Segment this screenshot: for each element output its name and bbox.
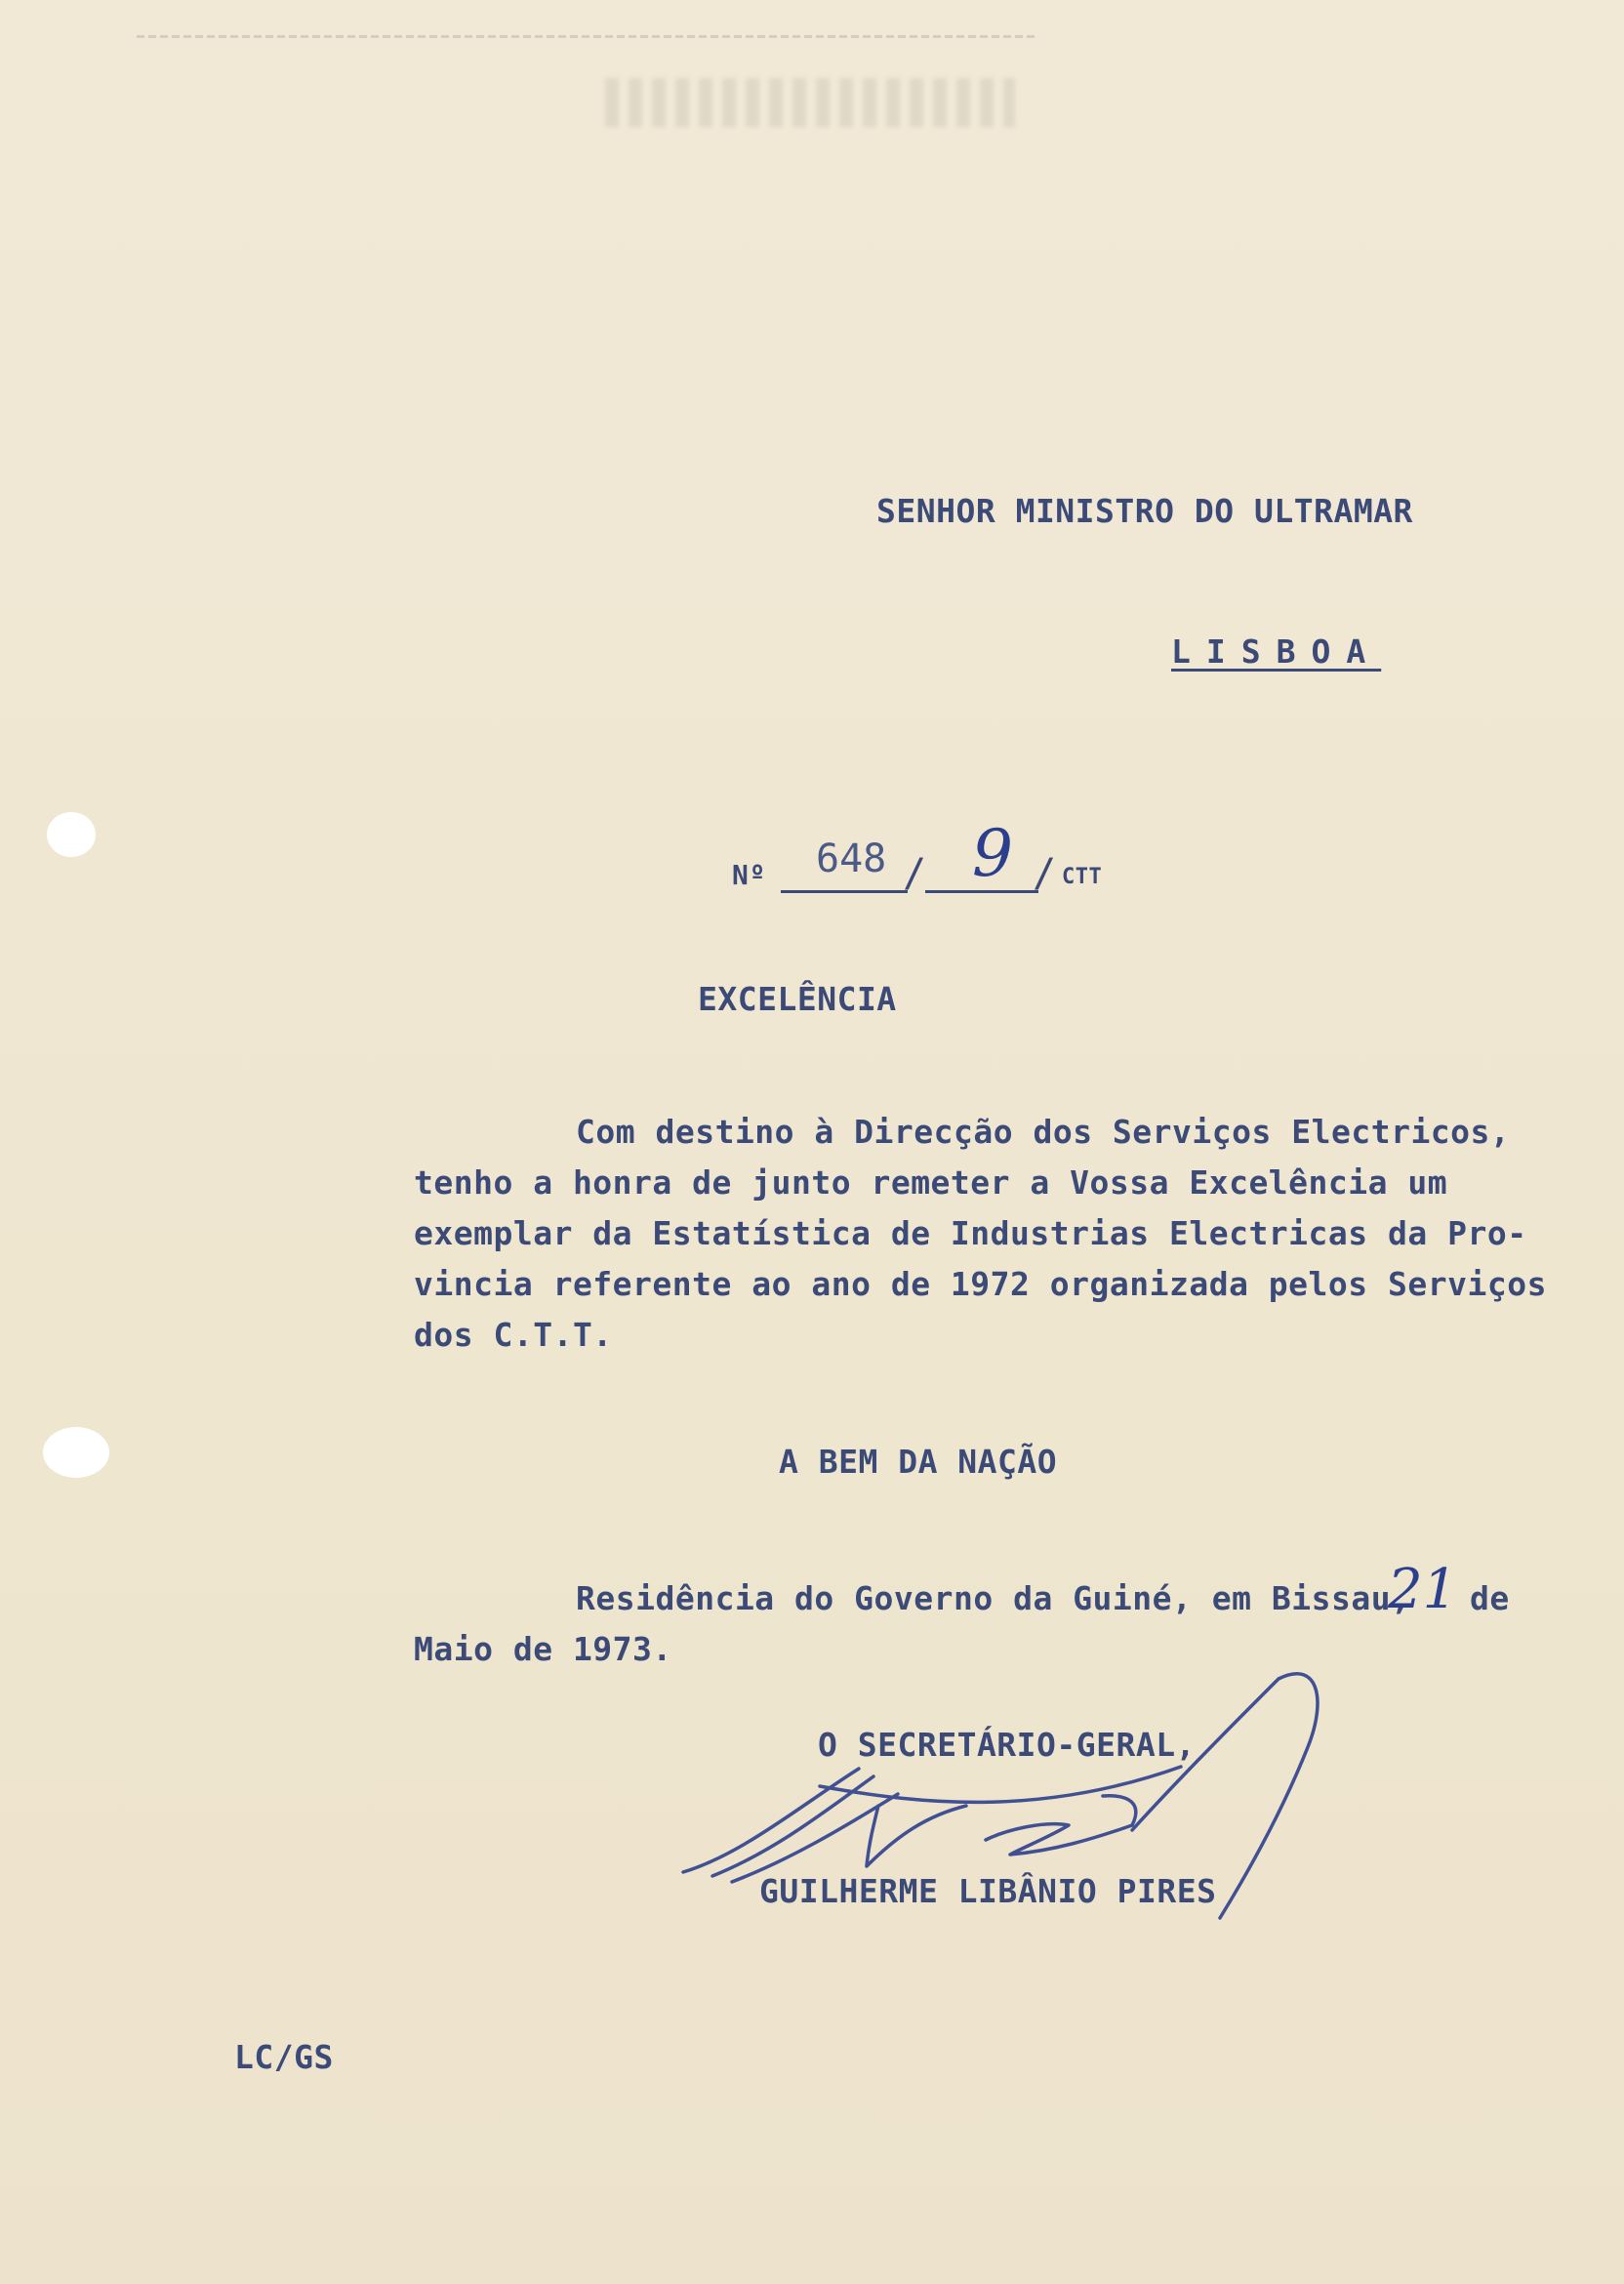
salutation: EXCELÊNCIA — [698, 980, 897, 1018]
body-line: vincia referente ao ano de 1972 organizada pelos Serviços — [414, 1265, 1547, 1303]
dateline-place: Residência do Governo da Guiné, em Bissau, — [576, 1579, 1411, 1617]
reference-slash-1: / — [903, 851, 927, 896]
reference-slash-2: / — [1033, 851, 1057, 896]
reference-suffix: CTT — [1062, 865, 1103, 889]
reference-stamped-number: 648 — [816, 836, 887, 881]
signatory-name: GUILHERME LIBÂNIO PIRES — [759, 1872, 1217, 1910]
reference-blank-1 — [781, 890, 908, 893]
body-line: tenho a honra de junto remeter a Vossa Excelência um — [414, 1163, 1448, 1202]
reference-handwritten-number: 9 — [972, 816, 1013, 891]
recipient-city: LISBOA — [1171, 632, 1382, 671]
faint-bleed-through — [605, 78, 1015, 127]
faint-top-mark — [137, 35, 1035, 38]
recipient-line: SENHOR MINISTRO DO ULTRAMAR — [876, 492, 1413, 530]
reference-label: Nº — [732, 859, 766, 891]
signatory-title: O SECRETÁRIO-GERAL, — [818, 1726, 1196, 1764]
dateline-month-year: Maio de 1973. — [414, 1630, 672, 1668]
typist-initials: LC/GS — [234, 2038, 334, 2076]
body-line: dos C.T.T. — [414, 1316, 613, 1354]
punch-hole-bottom — [43, 1427, 109, 1478]
body-line: Com destino à Direcção dos Serviços Electricos, — [576, 1113, 1511, 1151]
punch-hole-top — [47, 812, 96, 857]
closing-formula: A BEM DA NAÇÃO — [779, 1443, 1058, 1481]
dateline-day-handwritten: 21 — [1388, 1558, 1458, 1621]
handwritten-signature — [673, 1659, 1337, 1952]
dateline-de: de — [1470, 1579, 1510, 1617]
body-line: exemplar da Estatística de Industrias Electricas da Pro- — [414, 1214, 1527, 1252]
